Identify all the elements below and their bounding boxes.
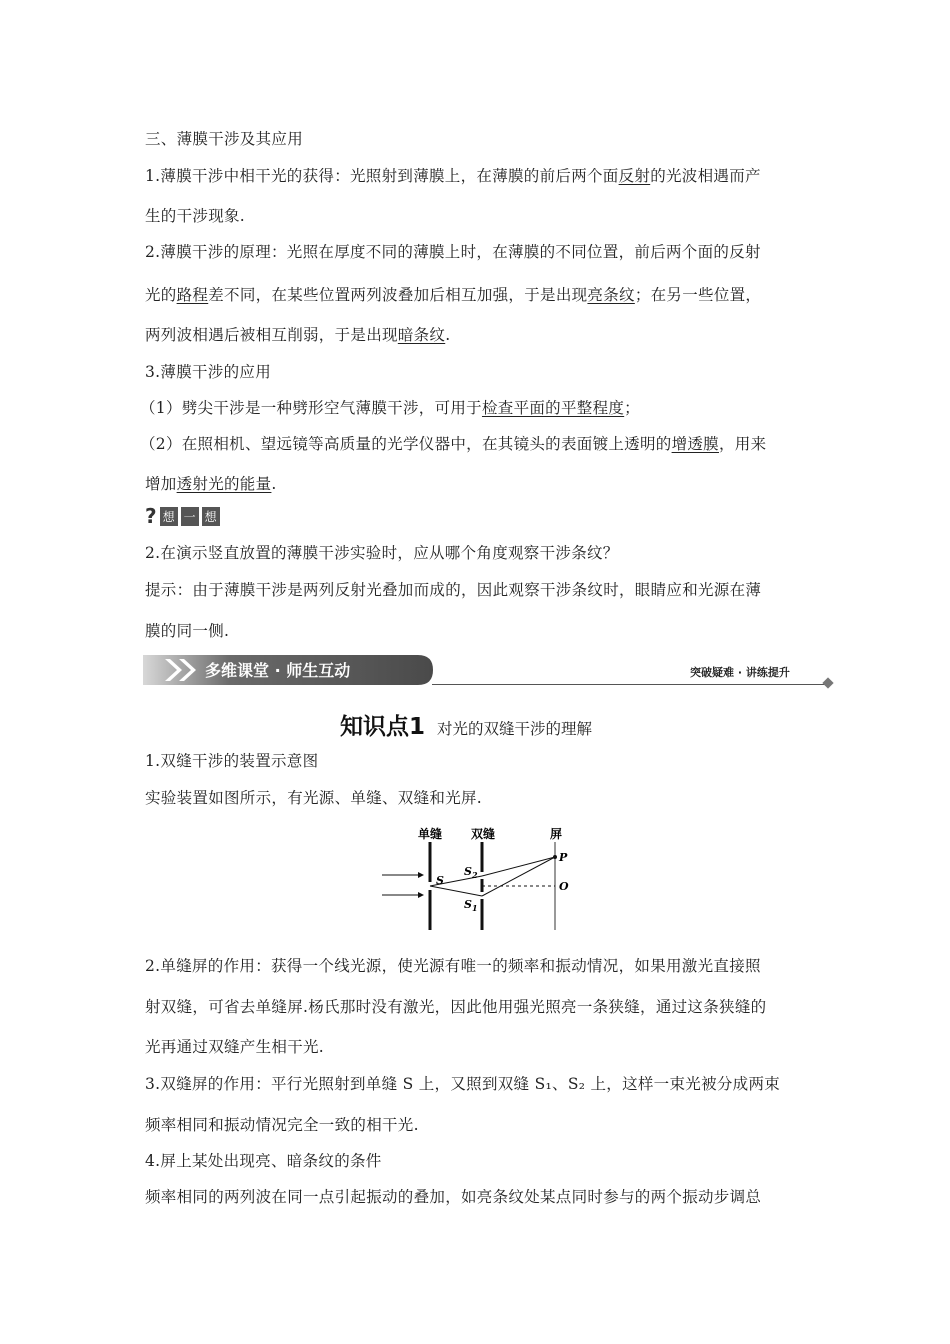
slit-s2-label: $S_2$	[464, 865, 478, 880]
body-item-2-line-1: 2.单缝屏的作用：获得一个线光源，使光源有唯一的频率和振动情况，如果用激光直接照	[145, 957, 761, 975]
think-label-1: 想	[160, 507, 178, 526]
think-label-3: 想	[202, 507, 220, 526]
double-slit-label: 双缝	[471, 827, 496, 841]
point-o-label: O	[559, 880, 569, 893]
body-item-3-line-2: 频率相同和振动情况完全一致的相干光.	[145, 1116, 419, 1134]
paragraph-2-line-3: 两列波相遇后被相互削弱，于是出现暗条纹.	[145, 326, 451, 344]
banner-title: 多维课堂 · 师生互动	[205, 661, 351, 680]
slit-s1-label: $S_1$	[464, 898, 478, 913]
knowledge-point-title: 对光的双缝干涉的理解	[437, 720, 593, 738]
body-item-2-line-2: 射双缝，可省去单缝屏.杨氏那时没有激光，因此他用强光照亮一条狭缝，通过这条狭缝的	[145, 998, 767, 1016]
point-p-label: P	[559, 851, 568, 864]
section-banner	[143, 655, 433, 685]
underlined-answer: 透射光的能量	[176, 475, 272, 493]
think-question: 2.在演示竖直放置的薄膜干涉实验时，应从哪个角度观察干涉条纹？	[145, 544, 619, 562]
paragraph-3-title: 3.薄膜干涉的应用	[145, 363, 271, 381]
think-answer-line-2: 膜的同一侧.	[145, 622, 230, 640]
diamond-icon	[822, 677, 833, 688]
banner-subtitle: 突破疑难 · 讲练提升	[690, 666, 790, 679]
body-item-2-line-3: 光再通过双缝产生相干光.	[145, 1038, 325, 1056]
body-item-4: 4.屏上某处出现亮、暗条纹的条件	[145, 1152, 382, 1170]
paragraph-2-line-1: 2.薄膜干涉的原理：光照在厚度不同的薄膜上时，在薄膜的不同位置，前后两个面的反射	[145, 243, 761, 261]
banner-divider	[432, 684, 825, 685]
body-item-3-line-1: 3.双缝屏的作用：平行光照射到单缝 S 上，又照到双缝 S₁、S₂ 上，这样一束光被分成两束	[145, 1075, 781, 1093]
paragraph-3-item-1: （1）劈尖干涉是一种劈形空气薄膜干涉，可用于检查平面的平整程度；	[140, 399, 640, 417]
underlined-answer: 暗条纹	[397, 326, 446, 344]
section-heading: 三、薄膜干涉及其应用	[145, 130, 304, 148]
paragraph-1-line-2: 生的干涉现象.	[145, 207, 246, 225]
body-item-1: 1.双缝干涉的装置示意图	[145, 752, 319, 770]
underlined-answer: 亮条纹	[587, 286, 635, 304]
paragraph-3-item-2-cont: 增加透射光的能量.	[145, 475, 277, 493]
underlined-answer: 增透膜	[671, 435, 719, 453]
think-answer-line-1: 提示：由于薄膜干涉是两列反射光叠加而成的，因此观察干涉条纹时，眼睛应和光源在薄	[145, 581, 762, 599]
single-slit-label: 单缝	[418, 827, 443, 841]
body-item-4-desc: 频率相同的两列波在同一点引起振动的叠加，如亮条纹处某点同时参与的两个振动步调总	[145, 1188, 762, 1206]
screen-label: 屏	[550, 827, 563, 841]
paragraph-3-item-2: （2）在照相机、望远镜等高质量的光学仪器中，在其镜头的表面镀上透明的增透膜，用来	[140, 435, 767, 453]
question-mark-icon: ?	[145, 504, 157, 528]
underlined-answer: 反射	[618, 167, 651, 185]
think-label-2: 一	[181, 507, 199, 526]
knowledge-point-heading	[340, 708, 592, 741]
paragraph-1-line-1: 1.薄膜干涉中相干光的获得：光照射到薄膜上，在薄膜的前后两个面反射的光波相遇而产	[145, 167, 761, 185]
paragraph-2-line-2: 光的路程差不同，在某些位置两列波叠加后相互加强，于是出现亮条纹；在另一些位置，	[145, 286, 762, 304]
think-badge	[145, 506, 220, 526]
double-slit-diagram	[378, 820, 578, 930]
body-item-1-desc: 实验装置如图所示，有光源、单缝、双缝和光屏.	[145, 789, 483, 807]
underlined-answer: 路程	[176, 286, 209, 304]
knowledge-point-number: 知识点1	[340, 714, 426, 740]
underlined-answer: 检查平面的平整程度	[481, 399, 625, 417]
slit-s-label: S	[436, 874, 444, 887]
